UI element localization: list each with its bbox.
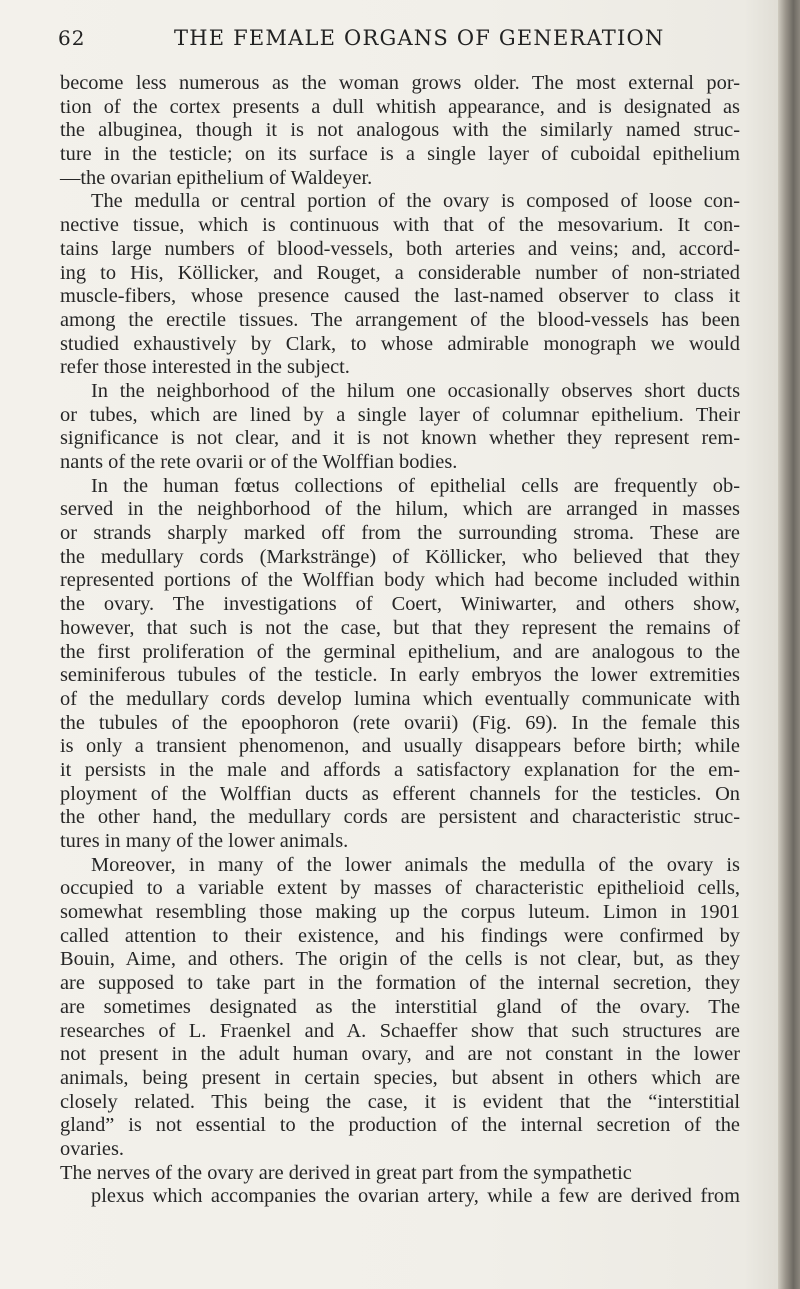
text-line: —the ovarian epithelium of Waldeyer. <box>60 166 373 189</box>
text-line: are sometimes designated as the interstitial gland of the ovary. The <box>60 995 740 1018</box>
page-header <box>58 26 738 58</box>
text-line: nants of the rete ovarii or of the Wolffian bodies. <box>60 451 458 473</box>
text-line: are supposed to take part in the formation of the internal secretion, they <box>60 972 740 995</box>
text-line: Bouin, Aime, and others. The origin of the cells is not clear, but, as they <box>60 948 740 971</box>
text-line: gland” is not essential to the production of the internal secretion of the <box>60 1114 740 1137</box>
text-line: or tubes, which are lined by a single layer of columnar epithelium. Their <box>60 403 740 426</box>
book-binding-edge <box>778 0 800 1289</box>
text-line: the medullary cords (Markstränge) of Köllicker, who believed that they <box>60 545 740 568</box>
text-line: served in the neighborhood of the hilum, which are arranged in masses <box>60 498 740 521</box>
text-line: ployment of the Wolffian ducts as efferent channels for the testicles. On <box>60 782 740 805</box>
text-line: ovaries. <box>60 1137 124 1160</box>
text-line: muscle-fibers, whose presence caused the last-named observer to class it <box>60 285 740 308</box>
paragraph-start-line: In the human fœtus collections of epithelial cells are frequently ob- <box>91 474 740 497</box>
text-line: is only a transient phenomenon, and usually disappears before birth; while <box>60 735 740 758</box>
text-line: the tubules of the epoophoron (rete ovarii) (Fig. 69). In the female this <box>60 711 740 734</box>
text-line: refer those interested in the subject. <box>60 356 350 379</box>
text-line: however, that such is not the case, but that they represent the remains of <box>60 616 740 639</box>
text-line: researches of L. Fraenkel and A. Schaeffer show that such structures are <box>60 1019 740 1042</box>
text-line: among the erectile tissues. The arrangement of the blood-vessels has been <box>60 308 740 331</box>
paragraph-start-line: plexus which accompanies the ovarian artery, while a few are derived from <box>91 1185 740 1208</box>
page-number: 62 <box>58 26 86 50</box>
text-line: of the medullary cords develop lumina which eventually communicate with <box>60 687 740 710</box>
body-text <box>60 72 740 1233</box>
text-line: tains large numbers of blood-vessels, both arteries and veins; and, accord- <box>60 237 740 260</box>
text-line: tion of the cortex presents a dull whitish appearance, and is designated as <box>60 95 740 118</box>
text-line: called attention to their existence, and his findings were confirmed by <box>60 924 740 947</box>
text-line: somewhat resembling those making up the corpus luteum. Limon in 1901 <box>60 901 740 924</box>
text-line: the albuginea, though it is not analogous with the similarly named struc- <box>60 119 740 142</box>
text-line: studied exhaustively by Clark, to whose admirable monograph we would <box>60 332 740 355</box>
text-line: significance is not clear, and it is not known whether they represent rem- <box>60 427 740 450</box>
text-line: The nerves of the ovary are derived in great part from the sympathetic <box>60 1161 632 1184</box>
text-line: nective tissue, which is continuous with that of the mesovarium. It con- <box>60 214 740 237</box>
text-line: seminiferous tubules of the testicle. In early embryos the lower extremities <box>60 664 740 687</box>
text-line: it persists in the male and affords a satisfactory explanation for the em- <box>60 758 740 781</box>
text-line: closely related. This being the case, it is evident that the “interstitial <box>60 1090 740 1113</box>
running-title: THE FEMALE ORGANS OF GENERATION <box>174 26 665 50</box>
text-line: ing to His, Köllicker, and Rouget, a considerable number of non-striated <box>60 261 740 284</box>
paragraph-start-line: Moreover, in many of the lower animals the medulla of the ovary is <box>91 853 740 876</box>
text-line: not present in the adult human ovary, and are not constant in the lower <box>60 1043 740 1066</box>
text-line: occupied to a variable extent by masses of characteristic epithelioid cells, <box>60 877 740 900</box>
text-line: the ovary. The investigations of Coert, Winiwarter, and others show, <box>60 593 740 616</box>
text-line: the first proliferation of the germinal epithelium, and are analogous to the <box>60 640 740 663</box>
text-line: ture in the testicle; on its surface is a single layer of cuboidal epithelium <box>60 143 740 166</box>
text-line: or strands sharply marked off from the surrounding stroma. These are <box>60 522 740 545</box>
text-line: the other hand, the medullary cords are persistent and characteristic struc- <box>60 806 740 829</box>
paragraph-start-line: In the neighborhood of the hilum one occasionally observes short ducts <box>91 379 740 402</box>
text-line: become less numerous as the woman grows older. The most external por- <box>60 72 740 94</box>
text-line <box>60 1209 740 1233</box>
text-line: represented portions of the Wolffian body which had become included within <box>60 569 740 592</box>
paragraph-start-line: The medulla or central portion of the ovary is composed of loose con- <box>91 190 740 213</box>
text-line: animals, being present in certain species, but absent in others which are <box>60 1066 740 1089</box>
text-line: tures in many of the lower animals. <box>60 830 349 852</box>
